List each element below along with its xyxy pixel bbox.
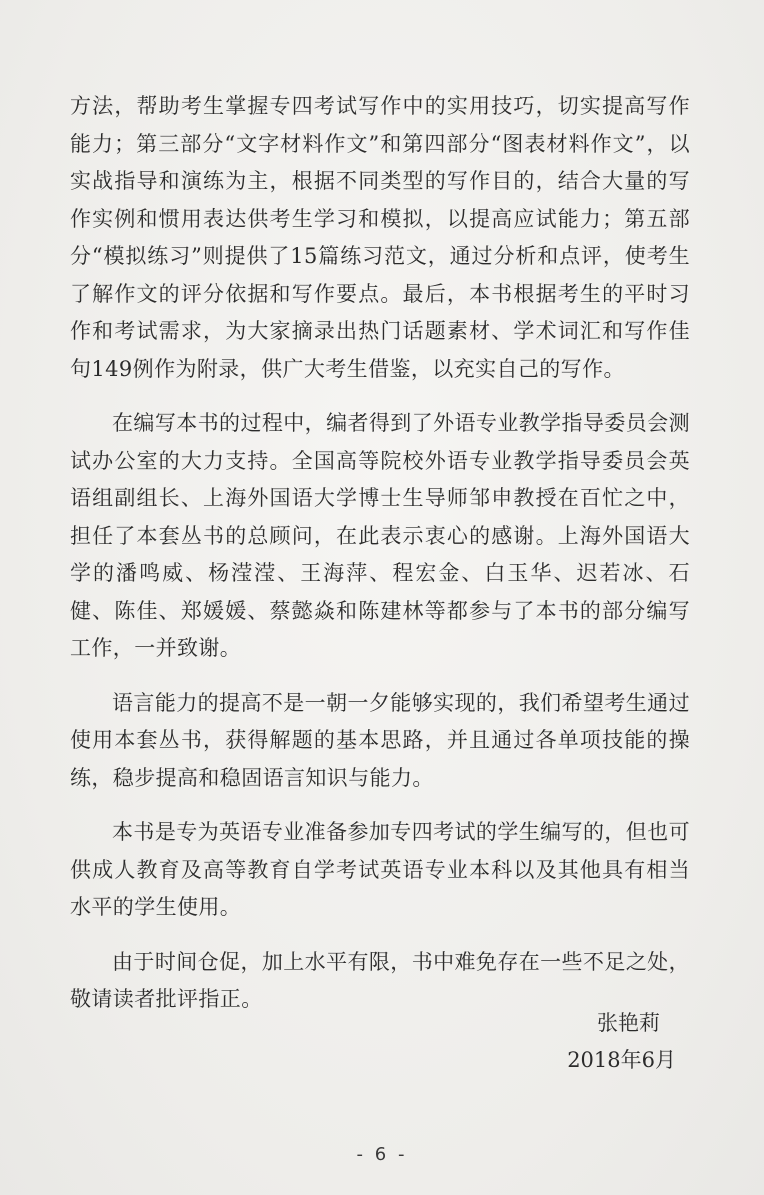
paragraph-hope: 语言能力的提高不是一朝一夕能够实现的，我们希望考生通过使用本套丛书，获得解题的基本思路，并且通过各单项技能的操练，稳步提高和稳固语言知识与能力。 [70, 690, 690, 790]
page-number: - 6 - [356, 1144, 408, 1165]
paragraph-audience: 本书是专为英语专业准备参加专四考试的学生编写的，但也可供成人教育及高等教育自学考试英语专业本科以及其他具有相当水平的学生使用。 [70, 820, 690, 919]
paragraph-continued: 方法，帮助考生掌握专四考试写作中的实用技巧，切实提高写作能力；第三部分“文字材料作文”和第四部分“图表材料作文”，以实战指导和演练为主，根据不同类型的写作目的，结合大量的写作实例和惯用表达供考生学习和模拟，以提高应试能力；第五部分“模拟练习”则提供了15篇练习范文，通过分析和点评，使考生了解作文的评分依据和写作要点。最后，本书根据考生的平时习作和考试需求，为大家摘录出热门话题素材、学术词汇和写作佳句149例作为附录，供广大考生借鉴，以充实自己的写作。 [70, 94, 690, 381]
signature-date: 2018年6月 [567, 1048, 676, 1072]
paragraph-closing: 由于时间仓促，加上水平有限，书中难免存在一些不足之处，敬请读者批评指正。 [70, 949, 690, 1011]
paragraph-acknowledgements: 在编写本书的过程中，编者得到了外语专业教学指导委员会测试办公室的大力支持。全国高等院校外语专业教学指导委员会英语组副组长、上海外国语大学博士生导师邹申教授在百忙之中，担任了本套丛书的总顾问，在此表示衷心的感谢。上海外国语大学的潘鸣威、杨滢滢、王海萍、程宏金、白玉华、迟若冰、石健、陈佳、郑媛媛、蔡懿焱和陈建林等都参与了本书的部分编写工作，一并致谢。 [70, 411, 690, 660]
preface-body [70, 88, 690, 1036]
author-signature: 张艳莉 [597, 1011, 660, 1035]
